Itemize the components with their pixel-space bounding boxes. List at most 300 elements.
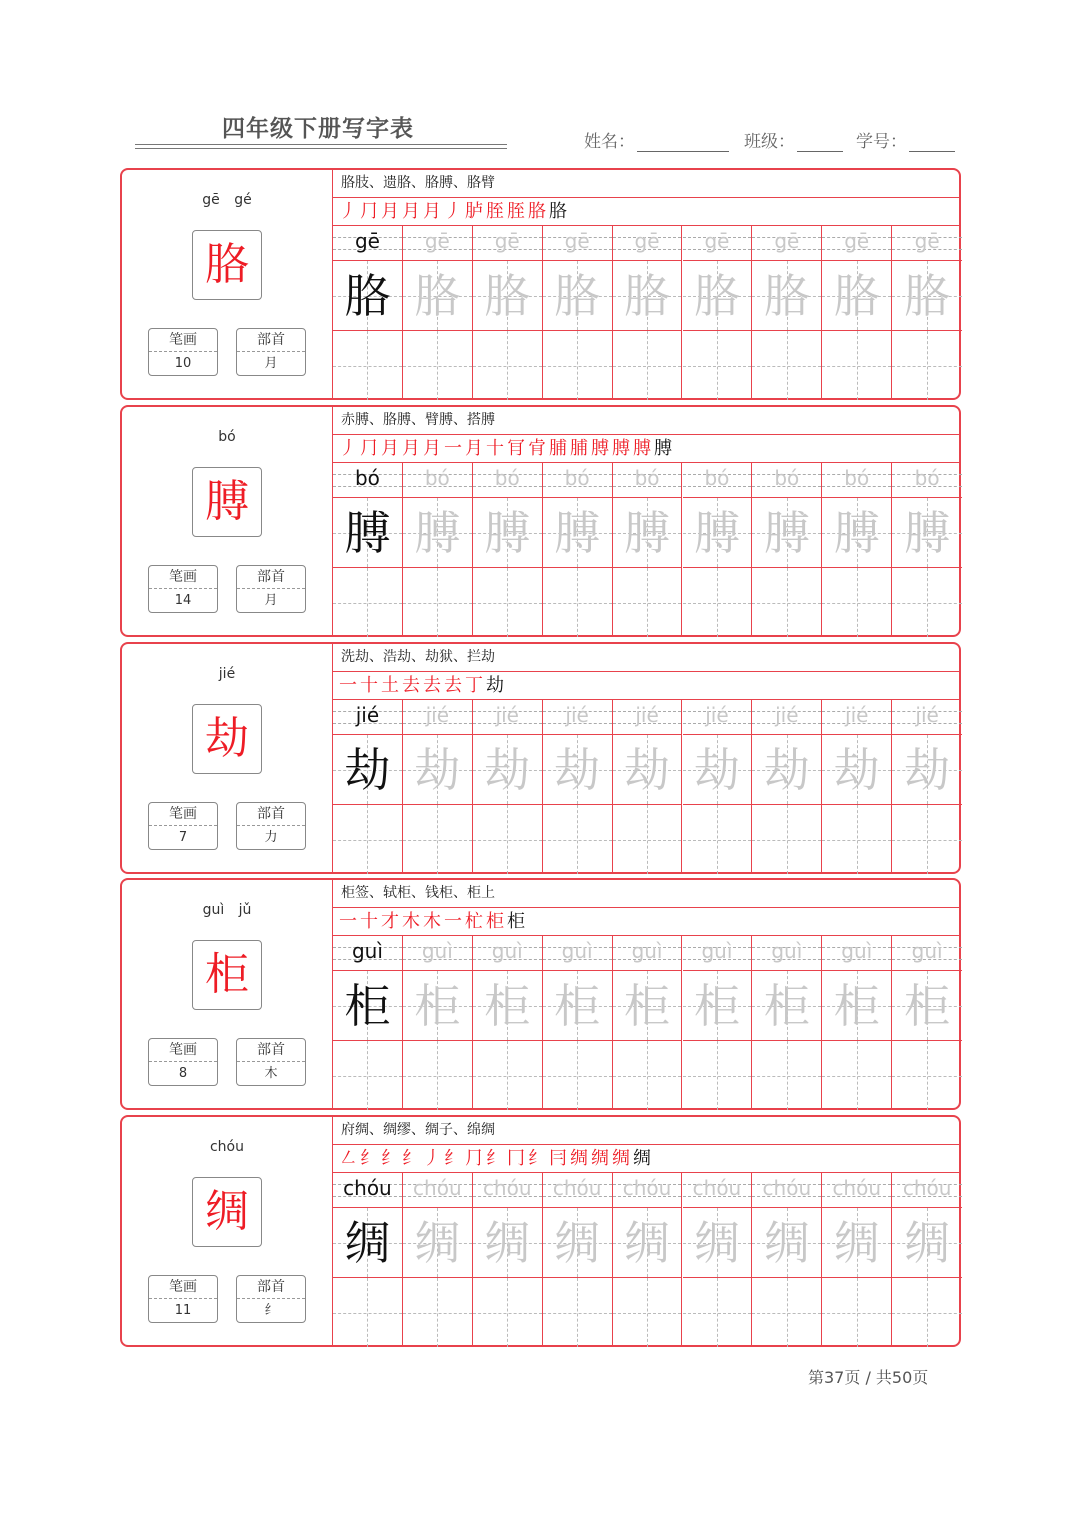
stroke-step: ⺆ [360,201,381,222]
char-cell[interactable] [613,1208,683,1278]
char-cell[interactable] [543,971,613,1041]
pinyin-text: jié [915,703,939,727]
char-cell[interactable] [473,1208,543,1278]
radical-box [236,565,306,613]
pinyin-cell[interactable] [892,936,962,971]
stroke-count-box [148,802,218,850]
char-info-panel [122,1117,332,1345]
char-cell[interactable] [892,261,962,331]
char-cell[interactable] [473,261,543,331]
page-number: 第37页 / 共50页 [808,1368,929,1387]
pinyin-cell[interactable] [683,936,753,971]
stroke-count-box [148,565,218,613]
stroke-step: 月一 [423,438,465,459]
character-card [120,1115,961,1347]
pinyin-text: guì [701,939,733,963]
character-card [120,168,961,400]
pinyin-header: jié [218,666,236,682]
char-cell[interactable] [822,971,892,1041]
trace-char: 柜 [693,979,740,1033]
trace-char: 胳 [693,269,740,323]
trace-char: 柜 [484,979,531,1033]
stroke-order [333,672,961,700]
blank-writing-cell[interactable] [473,568,543,637]
trace-char: 劫 [904,743,951,797]
trace-char: 劫 [554,743,601,797]
blank-writing-cell[interactable] [543,1278,613,1347]
blank-writing-cell[interactable] [822,1041,892,1110]
pinyin-cell[interactable] [892,1173,962,1208]
blank-writing-cell[interactable] [473,331,543,400]
blank-writing-cell[interactable] [333,1041,403,1110]
char-cell[interactable] [473,971,543,1041]
title-underline [135,148,507,149]
pinyin-text: bó [354,466,380,490]
trace-char: 柜 [904,979,951,1033]
stroke-step: 木 [402,911,423,932]
practice-grid [333,463,962,637]
char-cell[interactable] [613,971,683,1041]
pinyin-text: chóu [692,1176,742,1200]
trace-char: 膊 [904,506,951,560]
char-info-panel [122,407,332,635]
pinyin-cell[interactable] [822,226,892,261]
pinyin-cell[interactable] [543,936,613,971]
char-cell[interactable] [683,261,753,331]
pinyin-cell[interactable] [543,700,613,735]
pinyin-cell [333,463,403,498]
pinyin-cell[interactable] [473,700,543,735]
practice-grid [333,936,962,1110]
model-char-box [192,704,262,774]
pinyin-cell[interactable] [543,226,613,261]
pinyin-text: gē [424,229,450,253]
pinyin-cell[interactable] [752,226,822,261]
stroke-order [333,1145,961,1173]
blank-writing-cell[interactable] [752,1278,822,1347]
model-char-box [192,467,262,537]
blank-writing-cell[interactable] [892,805,962,874]
stroke-count-value: 14 [174,593,192,608]
blank-writing-cell[interactable] [543,568,613,637]
stroke-order [333,908,961,936]
trace-char: 劫 [833,743,880,797]
trace-char: 劫 [484,743,531,797]
stroke-step: 肎 [507,438,528,459]
stroke-step: 柜 [486,911,507,932]
pinyin-cell[interactable] [683,700,753,735]
trace-char: 胳 [554,269,601,323]
radical-box [236,1038,306,1086]
practice-grid [333,226,962,400]
model-char: 柜 [205,949,249,1000]
pinyin-cell[interactable] [403,700,473,735]
class-field[interactable] [744,127,843,152]
blank-writing-cell[interactable] [752,1041,822,1110]
pinyin-text: guì [421,939,453,963]
pinyin-cell[interactable] [822,700,892,735]
pinyin-text: jié [705,703,729,727]
blank-writing-cell[interactable] [613,1278,683,1347]
char-cell [333,971,403,1041]
pinyin-text: gē [914,229,940,253]
char-cell[interactable] [752,261,822,331]
pinyin-text: bó [424,466,450,490]
char-cell[interactable] [822,735,892,805]
char-cell[interactable] [543,261,613,331]
stroke-step: 胪 [465,201,486,222]
pinyin-cell[interactable] [752,1173,822,1208]
pinyin-cell[interactable] [543,463,613,498]
trace-char: 绸 [624,1216,671,1270]
pinyin-cell[interactable] [822,463,892,498]
stroke-step: 柜 [507,911,528,932]
char-cell[interactable] [613,261,683,331]
stroke-step: 月 [402,201,423,222]
pinyin-cell[interactable] [752,700,822,735]
name-field[interactable] [584,127,729,152]
worksheet-title: 四年级下册写字表 [222,116,414,142]
radical-value: 木 [264,1066,278,1081]
pinyin-text: guì [631,939,663,963]
pinyin-text: chóu [902,1176,952,1200]
blank-writing-cell[interactable] [543,805,613,874]
trace-char: 绸 [763,1216,810,1270]
pinyin-text: chóu [343,1176,392,1200]
stroke-step: 劫 [486,675,507,696]
pinyin-text: gē [634,229,660,253]
stroke-step: 胵 [486,201,507,222]
pinyin-cell[interactable] [752,463,822,498]
stroke-count-label: 笔画 [149,329,217,352]
trace-char: 胳 [624,269,671,323]
radical-value: 月 [264,356,278,371]
stroke-step: 肻 [528,438,549,459]
trace-char: 绸 [344,1216,391,1270]
char-info-panel [122,170,332,398]
trace-char: 膊 [693,506,740,560]
stroke-step: 月十 [465,438,507,459]
blank-writing-cell[interactable] [683,805,753,874]
blank-writing-cell[interactable] [822,805,892,874]
radical-value: 纟 [264,1303,278,1318]
pinyin-cell[interactable] [752,936,822,971]
trace-char: 劫 [414,743,461,797]
char-cell[interactable] [613,735,683,805]
stroke-step: 胳 [549,201,570,222]
pinyin-header: gē gé [202,192,252,208]
trace-char: 劫 [624,743,671,797]
pinyin-cell[interactable] [473,226,543,261]
char-cell [333,1208,403,1278]
model-char: 劫 [205,713,249,764]
blank-writing-cell[interactable] [752,568,822,637]
stroke-count-label: 笔画 [149,803,217,826]
character-card [120,642,961,874]
pinyin-text: bó [844,466,870,490]
pinyin-cell[interactable] [613,700,683,735]
blank-writing-cell[interactable] [892,1041,962,1110]
blank-writing-cell[interactable] [473,1041,543,1110]
trace-char: 膊 [833,506,880,560]
char-cell[interactable] [683,498,753,568]
trace-char: 绸 [484,1216,531,1270]
class-blank[interactable] [797,134,843,152]
pinyin-cell[interactable] [403,463,473,498]
blank-writing-cell[interactable] [403,805,473,874]
radical-box [236,328,306,376]
stroke-step: 纟 [381,1148,402,1169]
practice-panel [332,1117,961,1345]
pinyin-header: bó [218,429,236,445]
student-id-label: 学号： [856,132,907,152]
class-label: 班级： [744,132,795,152]
radical-label: 部首 [237,1276,305,1299]
char-cell[interactable] [543,1208,613,1278]
stroke-step: 膊 [612,438,633,459]
blank-writing-cell[interactable] [613,331,683,400]
student-id-field[interactable] [856,127,955,152]
pinyin-cell[interactable] [892,700,962,735]
pinyin-text: bó [914,466,940,490]
trace-char: 胳 [904,269,951,323]
pinyin-cell[interactable] [543,1173,613,1208]
char-cell[interactable] [752,971,822,1041]
char-info-panel [122,644,332,872]
trace-char: 劫 [344,743,391,797]
stroke-step: 去丁 [444,675,486,696]
char-cell[interactable] [403,971,473,1041]
pinyin-cell[interactable] [473,1173,543,1208]
pinyin-text: jié [425,703,450,727]
pinyin-cell[interactable] [403,1173,473,1208]
blank-writing-cell[interactable] [822,1278,892,1347]
trace-char: 劫 [693,743,740,797]
pinyin-text: gē [564,229,590,253]
title-underline [135,144,507,145]
char-cell[interactable] [403,1208,473,1278]
pinyin-text: jié [775,703,799,727]
char-cell[interactable] [752,1208,822,1278]
pinyin-text: chóu [622,1176,672,1200]
stroke-step: 十 [360,911,381,932]
pinyin-cell[interactable] [613,936,683,971]
pinyin-cell[interactable] [473,936,543,971]
stroke-step: 木一 [423,911,465,932]
blank-writing-cell[interactable] [683,1041,753,1110]
trace-char: 柜 [344,979,391,1033]
blank-writing-cell[interactable] [333,805,403,874]
pinyin-cell [333,1173,403,1208]
stroke-count-value: 11 [174,1303,192,1318]
model-char: 绸 [205,1186,249,1237]
char-cell[interactable] [892,735,962,805]
char-cell[interactable] [543,735,613,805]
char-cell[interactable] [683,735,753,805]
name-label: 姓名： [584,132,635,152]
trace-char: 胳 [833,269,880,323]
pinyin-cell[interactable] [683,1173,753,1208]
pinyin-text: guì [351,939,383,963]
pinyin-text: gē [844,229,870,253]
stroke-count-box [148,328,218,376]
student-id-blank[interactable] [909,134,955,152]
blank-writing-cell[interactable] [473,805,543,874]
char-cell[interactable] [892,498,962,568]
char-cell[interactable] [892,971,962,1041]
blank-writing-cell[interactable] [333,1278,403,1347]
char-cell[interactable] [473,498,543,568]
trace-char: 膊 [484,506,531,560]
blank-writing-cell[interactable] [892,568,962,637]
model-char-box [192,1177,262,1247]
char-cell[interactable] [683,1208,753,1278]
practice-grid [333,1173,962,1347]
radical-label: 部首 [237,803,305,826]
char-cell[interactable] [752,735,822,805]
blank-writing-cell[interactable] [473,1278,543,1347]
pinyin-cell[interactable] [822,1173,892,1208]
stroke-step: 去 [402,675,423,696]
blank-writing-cell[interactable] [892,331,962,400]
trace-char: 胳 [763,269,810,323]
trace-char: 膊 [624,506,671,560]
blank-writing-cell[interactable] [403,331,473,400]
char-cell[interactable] [892,1208,962,1278]
radical-label: 部首 [237,329,305,352]
blank-writing-cell[interactable] [403,1041,473,1110]
blank-writing-cell[interactable] [752,805,822,874]
pinyin-text: bó [704,466,730,490]
pinyin-cell[interactable] [892,463,962,498]
stroke-step: 膊 [654,438,675,459]
char-cell[interactable] [752,498,822,568]
stroke-count-value: 10 [174,356,192,371]
char-cell [333,498,403,568]
stroke-count-label: 笔画 [149,1039,217,1062]
blank-writing-cell[interactable] [752,331,822,400]
pinyin-cell[interactable] [822,936,892,971]
char-cell[interactable] [822,1208,892,1278]
trace-char: 膊 [554,506,601,560]
char-cell[interactable] [822,261,892,331]
blank-writing-cell[interactable] [613,1041,683,1110]
blank-writing-cell[interactable] [333,568,403,637]
stroke-step: ㇜ [339,1148,360,1169]
blank-writing-cell[interactable] [333,331,403,400]
pinyin-text: chóu [482,1176,532,1200]
stroke-step: 膊 [591,438,612,459]
practice-panel [332,407,961,635]
stroke-step: 去 [423,675,444,696]
trace-char: 绸 [833,1216,880,1270]
pinyin-text: jié [635,703,659,727]
char-cell[interactable] [613,498,683,568]
pinyin-cell[interactable] [683,463,753,498]
blank-writing-cell[interactable] [683,1278,753,1347]
pinyin-text: bó [774,466,800,490]
name-blank[interactable] [637,134,729,152]
stroke-step: ⺆ [360,438,381,459]
blank-writing-cell[interactable] [543,1041,613,1110]
blank-writing-cell[interactable] [822,568,892,637]
stroke-count-label: 笔画 [149,566,217,589]
blank-writing-cell[interactable] [822,331,892,400]
worksheet-header [0,0,1080,160]
trace-char: 绸 [904,1216,951,1270]
stroke-step: 胳 [528,201,549,222]
trace-char: 胳 [414,269,461,323]
blank-writing-cell[interactable] [543,331,613,400]
char-cell[interactable] [403,498,473,568]
stroke-step: 一 [339,911,360,932]
stroke-step: 纟 [360,1148,381,1169]
blank-writing-cell[interactable] [683,568,753,637]
character-card [120,878,961,1110]
char-cell[interactable] [543,498,613,568]
trace-char: 柜 [414,979,461,1033]
example-words: 府绸、绸缪、绸子、绵绸 [333,1117,961,1145]
stroke-step: 绸 [591,1148,612,1169]
pinyin-text: chóu [762,1176,812,1200]
pinyin-cell[interactable] [613,1173,683,1208]
stroke-step: 纟⺆ [444,1148,486,1169]
practice-panel [332,170,961,398]
pinyin-cell[interactable] [613,226,683,261]
trace-char: 胳 [344,269,391,323]
trace-char: 柜 [624,979,671,1033]
trace-char: 柜 [554,979,601,1033]
pinyin-cell[interactable] [473,463,543,498]
trace-char: 绸 [693,1216,740,1270]
pinyin-cell[interactable] [403,226,473,261]
stroke-step: 绸 [612,1148,633,1169]
pinyin-text: guì [561,939,593,963]
blank-writing-cell[interactable] [613,568,683,637]
pinyin-cell[interactable] [613,463,683,498]
stroke-step: 月丿 [423,201,465,222]
blank-writing-cell[interactable] [403,568,473,637]
blank-writing-cell[interactable] [892,1278,962,1347]
example-words: 柜签、轼柜、钱柜、柜上 [333,880,961,908]
blank-writing-cell[interactable] [613,805,683,874]
stroke-step: 脯 [570,438,591,459]
pinyin-cell[interactable] [403,936,473,971]
blank-writing-cell[interactable] [683,331,753,400]
stroke-order [333,198,961,226]
pinyin-cell [333,226,403,261]
pinyin-text: guì [911,939,943,963]
pinyin-cell[interactable] [683,226,753,261]
pinyin-header: guì jǔ [202,902,252,918]
char-cell[interactable] [403,261,473,331]
pinyin-text: gē [774,229,800,253]
pinyin-text: gē [494,229,520,253]
pinyin-cell[interactable] [892,226,962,261]
pinyin-cell [333,936,403,971]
stroke-step: 月 [402,438,423,459]
blank-writing-cell[interactable] [403,1278,473,1347]
pinyin-text: chóu [552,1176,602,1200]
char-cell[interactable] [403,735,473,805]
practice-panel [332,644,961,872]
stroke-step: 脯 [549,438,570,459]
char-cell[interactable] [473,735,543,805]
char-cell [333,735,403,805]
stroke-step: 膊 [633,438,654,459]
char-cell[interactable] [683,971,753,1041]
char-cell[interactable] [822,498,892,568]
